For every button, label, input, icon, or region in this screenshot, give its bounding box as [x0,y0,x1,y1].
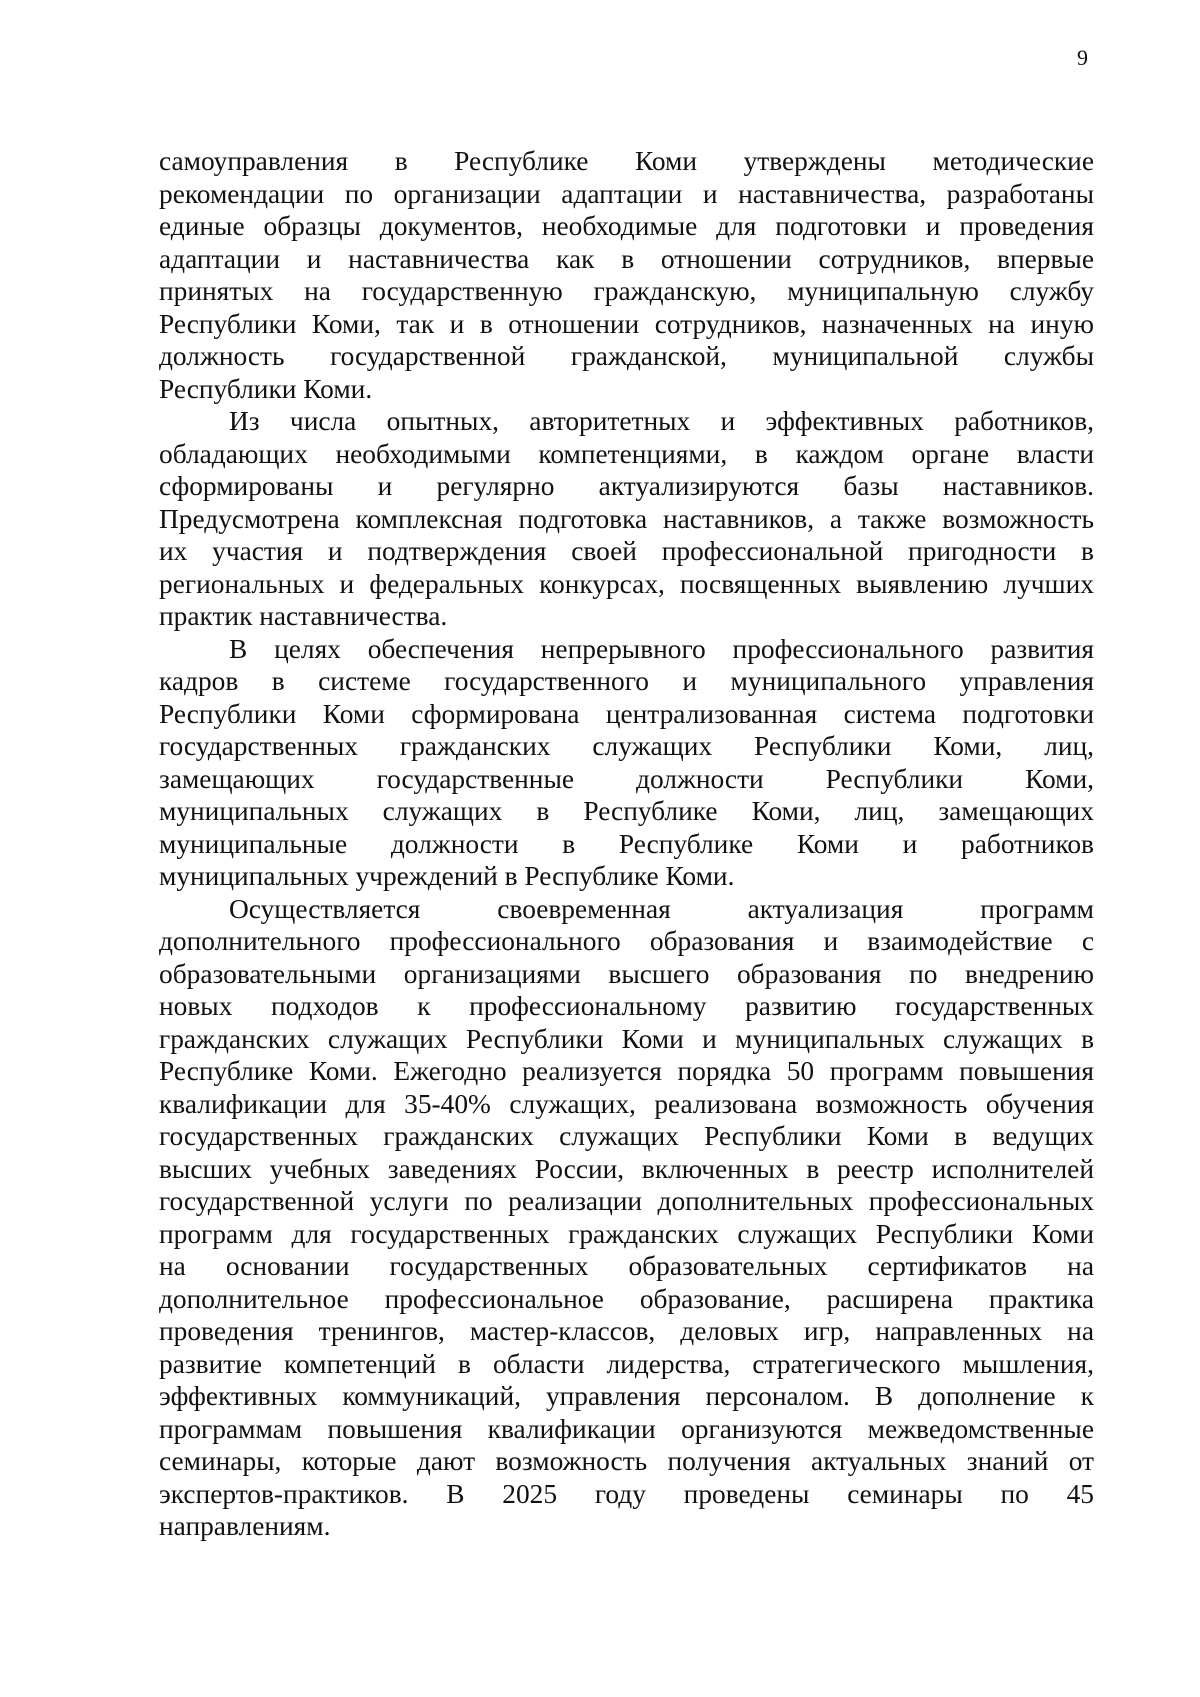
text-line: Республике Коми. Ежегодно реализуется порядка 50 программ повышения [159,1056,1094,1086]
text-line: Республики Коми. [159,373,373,404]
text-line: квалификации для 35-40% служащих, реализована возможность обучения [159,1088,1094,1119]
text-line: развитие компетенций в области лидерства, стратегического мышления, [159,1348,1094,1379]
text-line: В целях обеспечения непрерывного профессионального развития [229,633,1094,664]
text-line: образовательными организациями высшего образования по внедрению [159,958,1094,989]
page-number: 9 [1077,45,1088,70]
text-line: государственных гражданских служащих Республики Коми, лиц, [159,731,1094,761]
text-line: региональных и федеральных конкурсах, посвященных выявлению лучших [159,568,1094,599]
paragraph [159,633,1094,893]
text-line: Республики Коми, так и в отношении сотрудников, назначенных на иную [159,308,1094,339]
text-line: гражданских служащих Республики Коми и муниципальных служащих в [159,1023,1094,1054]
text-line: экспертов-практиков. В 2025 году проведены семинары по 45 [159,1478,1094,1509]
text-line: на основании государственных образовательных сертификатов на [159,1251,1094,1281]
text-line: Республики Коми сформирована централизованная система подготовки [159,698,1094,729]
paragraph [159,893,1094,1543]
text-line: Осуществляется своевременная актуализация программ [229,893,1094,924]
text-line: замещающих государственные должности Республики Коми, [159,763,1094,794]
text-line: Предусмотрена комплексная подготовка наставников, а также возможность [159,503,1094,534]
text-line: программам повышения квалификации организуются межведомственные [159,1413,1094,1444]
text-line: принятых на государственную гражданскую, муниципальную службу [159,276,1094,306]
text-line: рекомендации по организации адаптации и наставничества, разработаны [159,178,1094,209]
text-line: адаптации и наставничества как в отношении сотрудников, впервые [159,243,1094,274]
paragraph [159,405,1094,633]
text-line: муниципальных служащих в Республике Коми, лиц, замещающих [159,796,1094,826]
text-line: государственных гражданских служащих Республики Коми в ведущих [159,1121,1094,1151]
text-line: должность государственной гражданской, муниципальной службы [159,341,1094,371]
text-line: муниципальных учреждений в Республике Коми. [159,861,735,891]
paragraph [159,145,1094,405]
text-line: высших учебных заведениях России, включенных в реестр исполнителей [159,1153,1094,1184]
text-line: дополнительного профессионального образования и взаимодействие с [159,926,1094,956]
text-line: кадров в системе государственного и муниципального управления [159,666,1094,696]
body-text [159,145,1094,1543]
text-line: государственной услуги по реализации дополнительных профессиональных [159,1186,1094,1216]
text-line: практик наставничества. [159,601,448,631]
text-line: обладающих необходимыми компетенциями, в каждом органе власти [159,438,1094,469]
text-line: Из числа опытных, авторитетных и эффективных работников, [229,406,1094,436]
text-line: проведения тренингов, мастер-классов, деловых игр, направленных на [159,1316,1094,1346]
text-line: эффективных коммуникаций, управления персоналом. В дополнение к [159,1381,1094,1411]
text-line: новых подходов к профессиональному развитию государственных [159,991,1094,1021]
text-line: направлениям. [159,1511,331,1541]
text-line: программ для государственных гражданских служащих Республики Коми [159,1218,1094,1249]
text-line: семинары, которые дают возможность получения актуальных знаний от [159,1446,1094,1476]
text-line: сформированы и регулярно актуализируются базы наставников. [159,471,1094,501]
text-line: их участия и подтверждения своей профессиональной пригодности в [159,536,1094,566]
text-line: самоуправления в Республике Коми утверждены методические [159,146,1094,176]
text-line: муниципальные должности в Республике Коми и работников [159,828,1094,859]
text-line: дополнительное профессиональное образование, расширена практика [159,1283,1094,1314]
text-line: единые образцы документов, необходимые для подготовки и проведения [159,211,1094,241]
